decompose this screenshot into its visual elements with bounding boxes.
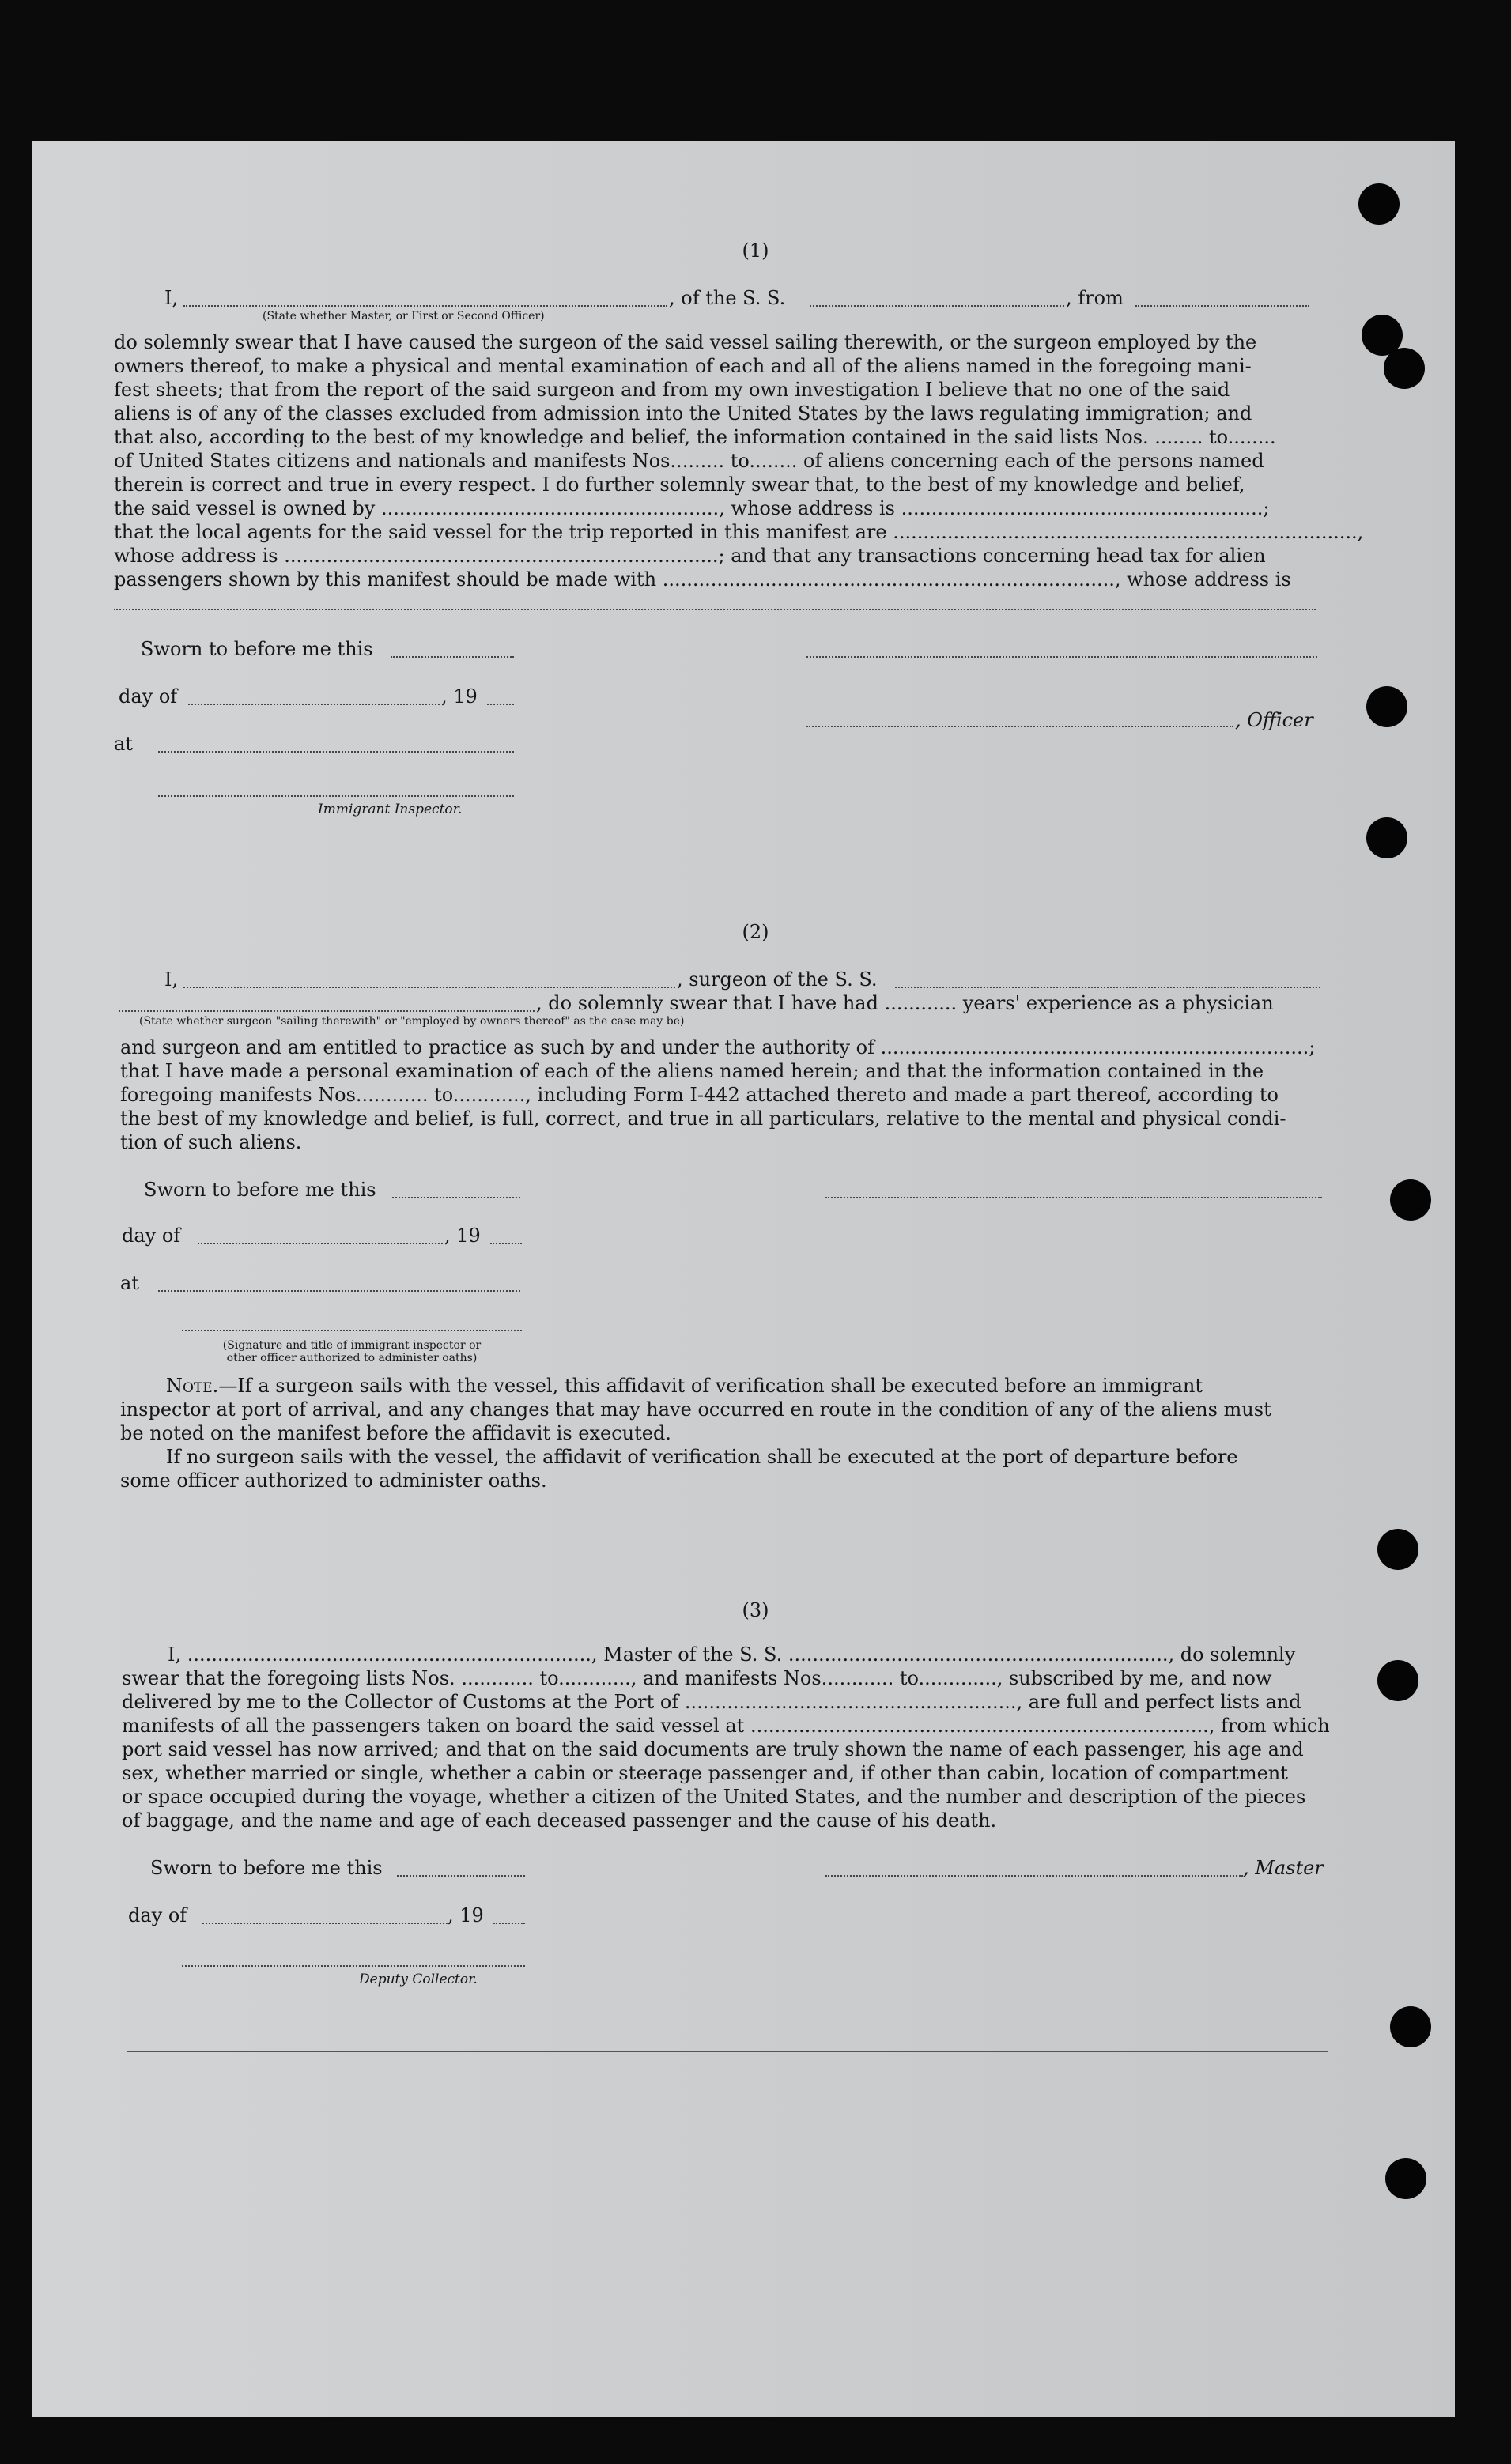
body-line: and surgeon and am entitled to practice as such by and under the authority of .......................................................................; [120,1036,1316,1058]
i-label: I, [164,968,179,991]
note-text: some officer authorized to administer oaths. [120,1470,547,1492]
section-1-body [114,330,1364,591]
body-line: whose address is ........................................................................; and that any transactions concerning head tax for alien [114,545,1266,567]
punch-hole [1366,686,1407,727]
inspector-signature-blank[interactable] [158,795,514,797]
surgeon-vessel-blank[interactable] [895,987,1320,988]
body-line: therein is correct and true in every respect. I do further solemnly swear that, to the best of my knowledge and belief, [114,474,1245,496]
body-line: swear that the foregoing lists Nos. ............ to............, and manifests Nos............ to............., subscribed by me, and now [122,1667,1272,1689]
i-label: I, [164,287,179,309]
master-signature-blank[interactable] [825,1875,1243,1877]
punch-hole [1390,1179,1431,1221]
from-port-blank[interactable] [1135,305,1309,307]
punch-hole [1390,2006,1431,2047]
body-line: the said vessel is owned by ........................................................, whose address is ............................................................; [114,497,1270,519]
sworn-label: Sworn to before me this [150,1857,383,1879]
master-label: , Master [1243,1857,1324,1879]
punch-hole [1385,2158,1426,2199]
body-line: passengers shown by this manifest should be made with ..........................................................................., whose address is [114,568,1291,591]
year-label: , 19 [441,685,478,708]
sworn-label: Sworn to before me this [144,1179,376,1201]
bottom-rule [127,2051,1328,2052]
body-line: foregoing manifests Nos............ to............, including Form I-442 attached thereto and made a part thereof, according to [120,1084,1279,1106]
section-2-body [120,1036,1330,1154]
note-text: be noted on the manifest before the affidavit is executed. [120,1422,671,1444]
sworn-label: Sworn to before me this [141,638,373,660]
note-text: inspector at port of arrival, and any changes that may have occurred en route in the condition of any of the aliens must [120,1398,1271,1421]
from-label: , from [1066,287,1124,309]
officer-signature-blank[interactable] [806,656,1317,658]
deputy-caption: Deputy Collector. [359,1972,478,1987]
body-line: port said vessel has now arrived; and that on the said documents are truly shown the name of each passenger, his age and [122,1738,1304,1760]
note-text: If no surgeon sails with the vessel, the affidavit of verification shall be executed at the port of departure before [166,1446,1238,1468]
note-line-1 [166,1374,1328,1398]
punch-hole [1384,348,1425,389]
body-line: of baggage, and the name and age of each deceased passenger and the cause of his death. [122,1809,997,1832]
day-of-label: day of [128,1904,187,1926]
sworn-date-blank[interactable] [392,1197,520,1198]
at-label: at [114,733,133,755]
body-line: I, ..................................................................., Master of the S. S. ..............................................................., do solemnly [168,1643,1296,1666]
body-line: the best of my knowledge and belief, is full, correct, and true in all particulars, relative to the mental and physical condi- [120,1107,1286,1130]
note-label: Note. [166,1375,219,1397]
sworn-date-blank[interactable] [391,656,514,658]
year-blank[interactable] [490,1243,522,1244]
year-blank[interactable] [487,704,514,705]
body-line: sex, whether married or single, whether a cabin or steerage passenger and, if other than cabin, location of compartment [122,1762,1288,1784]
deputy-signature-blank[interactable] [182,1965,525,1967]
body-line: aliens is of any of the classes excluded from admission into the United States by the laws regulating immigration; and [114,402,1252,425]
at-blank[interactable] [158,751,514,753]
body-line: that also, according to the best of my knowledge and belief, the information contained in the said lists Nos. ........ to........ [114,426,1276,448]
signature-caption: other officer authorized to administer oaths) [226,1352,478,1364]
vessel-name-blank[interactable] [810,305,1064,307]
officer-label: , Officer [1235,709,1313,731]
year-label: , 19 [448,1904,484,1926]
body-line: fest sheets; that from the report of the said surgeon and from my own investigation I believe that no one of the said [114,379,1230,401]
section-3-number: (3) [742,1599,769,1621]
at-label: at [120,1272,139,1294]
day-of-label: day of [119,685,178,708]
body-line: or space occupied during the voyage, whether a citizen of the United States, and the number and description of the pieces [122,1786,1306,1808]
day-of-blank[interactable] [202,1923,448,1924]
day-of-blank[interactable] [198,1243,443,1244]
of-the-ss-label: , of the S. S. [669,287,786,309]
address-continuation-blank[interactable] [114,609,1316,610]
body-line: manifests of all the passengers taken on board the said vessel at ............................................................................, from which [122,1715,1330,1737]
at-blank[interactable] [158,1290,520,1292]
signature-caption: (Signature and title of immigrant inspector or [222,1339,482,1352]
title-blank[interactable] [183,305,667,307]
punch-hole [1377,1529,1418,1570]
body-line: that I have made a personal examination of each of the aliens named herein; and that the information contained in the [120,1060,1264,1082]
year-label: , 19 [444,1224,481,1247]
punch-hole [1366,817,1407,858]
body-line: do solemnly swear that I have caused the surgeon of the said vessel sailing therewith, or the surgeon employed by the [114,331,1257,353]
body-line: owners thereof, to make a physical and mental examination of each and all of the aliens named in the foregoing mani- [114,355,1252,377]
day-of-blank[interactable] [188,704,440,705]
body-line: of United States citizens and nationals and manifests Nos......... to........ of aliens concerning each of the persons named [114,450,1264,472]
title-caption: (State whether Master, or First or Second Officer) [263,310,545,323]
note-body [120,1398,1330,1492]
punch-hole [1358,183,1400,225]
section-2-number: (2) [742,921,769,943]
body-line: that the local agents for the said vessel for the trip reported in this manifest are ............................................................................., [114,521,1364,543]
experience-text: , do solemnly swear that I have had ............ years' experience as a physician [536,992,1274,1014]
punch-hole [1377,1660,1418,1701]
inspector-caption: Immigrant Inspector. [318,802,463,817]
section-1-number: (1) [742,240,769,262]
surgeon-capacity-blank[interactable] [119,1010,535,1012]
surgeon-caption: (State whether surgeon "sailing therewith" or "employed by owners thereof" as the case may be) [139,1015,685,1028]
inspector-signature-blank[interactable] [182,1330,522,1331]
surgeon-name-blank[interactable] [183,987,675,988]
day-of-label: day of [122,1224,181,1247]
body-line: delivered by me to the Collector of Customs at the Port of ......................................................., are full and perfect lists and [122,1691,1301,1713]
body-line: tion of such aliens. [120,1131,302,1153]
section-3-body [122,1643,1332,1832]
note-text: —If a surgeon sails with the vessel, this affidavit of verification shall be executed before an immigrant [218,1375,1203,1397]
sworn-date-blank[interactable] [397,1875,525,1877]
surgeon-label: , surgeon of the S. S. [677,968,878,991]
year-blank[interactable] [493,1923,525,1924]
officer-name-blank[interactable] [806,726,1233,727]
surgeon-signature-blank[interactable] [825,1197,1322,1198]
